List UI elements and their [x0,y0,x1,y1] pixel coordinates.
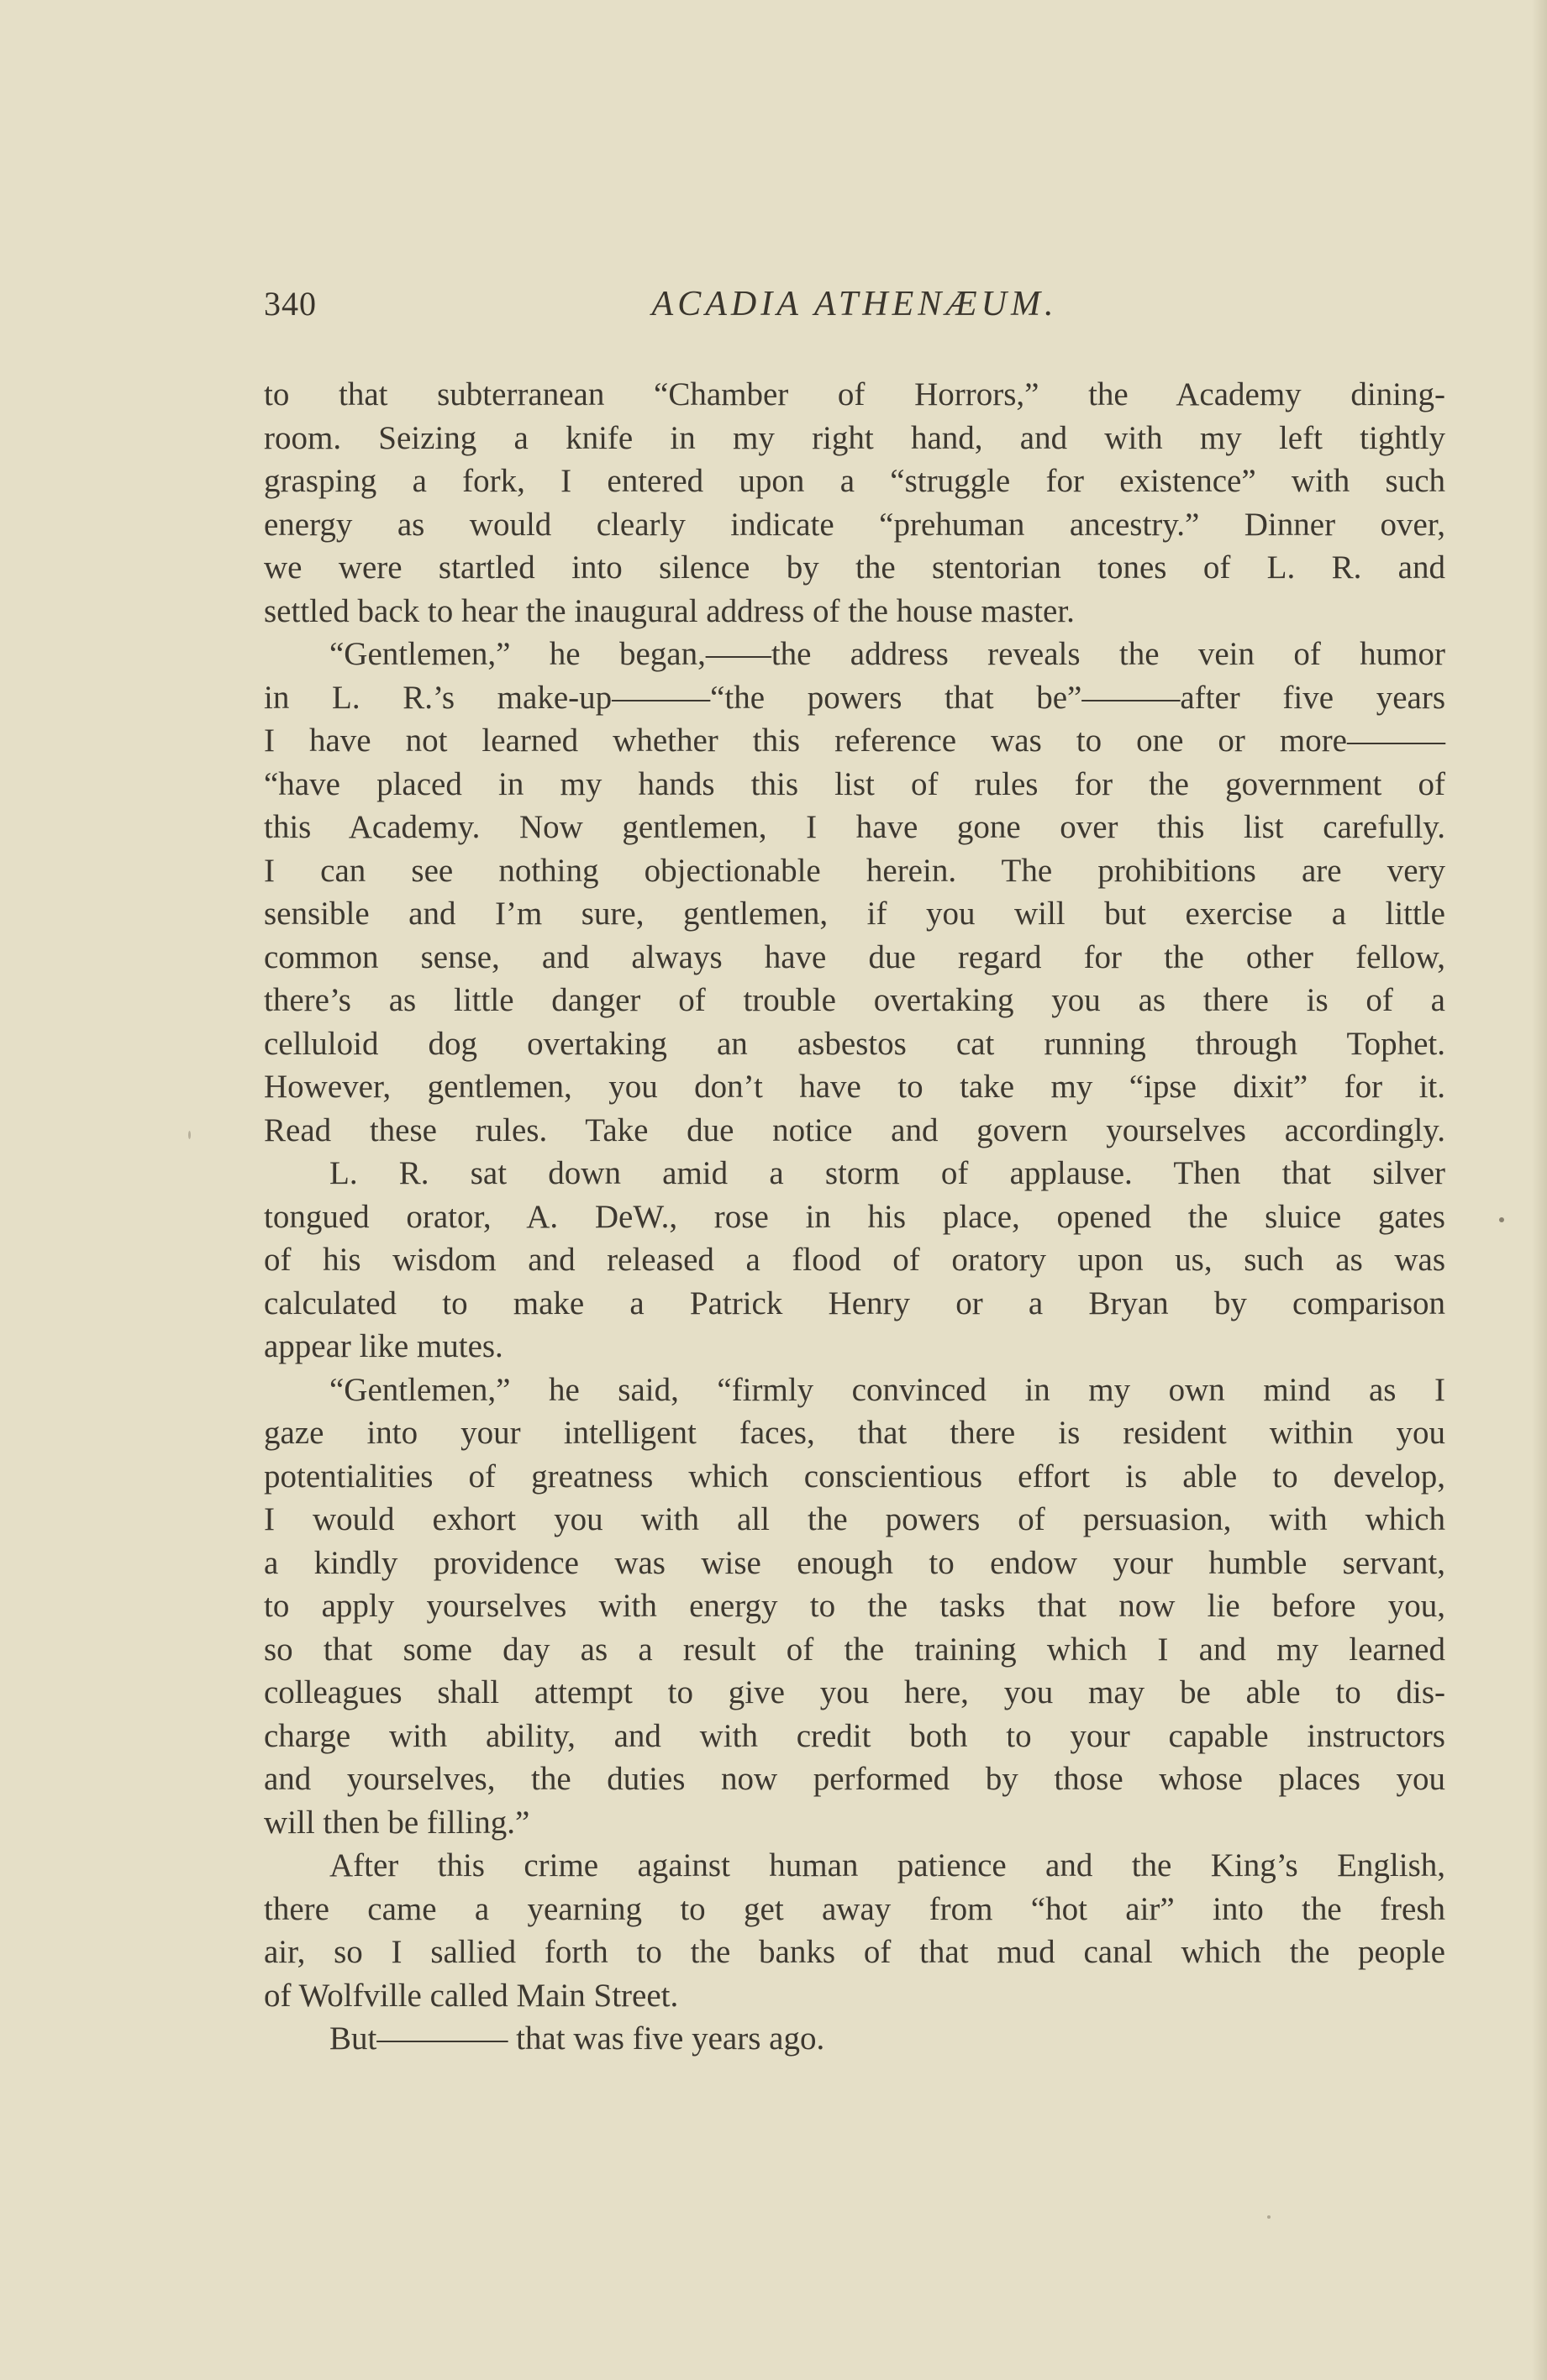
text-line: there came a yearning to get away from “hot air” into the fresh [264,1890,1445,1927]
text-line: air, so I sallied forth to the banks of that mud canal which the people [264,1934,1445,1970]
text-line: common sense, and always have due regard for the other fellow, [264,938,1445,975]
text-line: “have placed in my hands this list of rules for the government of [264,765,1445,802]
text-line: But———— that was five years ago. [329,2020,825,2057]
journal-title: ACADIA ATHENÆUM. [651,285,1058,323]
text-line: to apply yourselves with energy to the tasks that now lie before you, [264,1588,1445,1624]
running-head [264,284,1445,334]
text-line: of his wisdom and released a flood of oratory upon us, such as was [264,1242,1445,1278]
text-line: appear like mutes. [264,1328,503,1364]
text-line: there’s as little danger of trouble overtaking you as there is of a [264,982,1445,1018]
text-line: we were startled into silence by the stentorian tones of L. R. and [264,549,1445,586]
text-line: However, gentlemen, you don’t have to take my “ipse dixit” for it. [264,1069,1445,1105]
text-line: “Gentlemen,” he began,——the address reveals the vein of humor [329,636,1445,672]
text-line: to that subterranean “Chamber of Horrors,” the Academy dining- [264,376,1445,412]
text-line: this Academy. Now gentlemen, I have gone over this list carefully. [264,809,1445,845]
text-line: sensible and I’m sure, gentlemen, if you will but exercise a little [264,896,1445,932]
text-line: will then be filling.” [264,1804,530,1841]
text-line: energy as would clearly indicate “prehuman ancestry.” Dinner over, [264,506,1445,543]
text-line: I have not learned whether this reference was to one or more——— [264,722,1445,759]
body-text [264,373,1445,2061]
text-line: charge with ability, and with credit both to your capable instructors [264,1717,1445,1754]
page-edge-shadow [1532,0,1547,2380]
text-line: tongued orator, A. DeW., rose in his place, opened the sluice gates [264,1198,1445,1235]
text-line: calculated to make a Patrick Henry or a Bryan by comparison [264,1285,1445,1321]
paper-speck [1499,1217,1504,1222]
text-line: and yourselves, the duties now performed by those whose places you [264,1761,1445,1797]
text-line: gaze into your intelligent faces, that there is resident within you [264,1415,1445,1451]
text-line: a kindly providence was wise enough to endow your humble servant, [264,1544,1445,1581]
page-number: 340 [264,285,317,323]
text-line: settled back to hear the inaugural address of the house master. [264,592,1075,629]
text-line: “Gentlemen,” he said, “firmly convinced in my own mind as I [329,1371,1445,1408]
text-line: After this crime against human patience and the King’s English, [329,1847,1445,1884]
text-line: room. Seizing a knife in my right hand, and with my left tightly [264,419,1445,456]
text-line: celluloid dog overtaking an asbestos cat running through Tophet. [264,1025,1445,1062]
text-line: I can see nothing objectionable herein. The prohibitions are very [264,852,1445,889]
text-line: in L. R.’s make-up———“the powers that be”———after five years [264,679,1445,716]
text-line: L. R. sat down amid a storm of applause. Then that silver [329,1155,1445,1191]
text-line: potentialities of greatness which conscientious effort is able to develop, [264,1458,1445,1495]
text-line: Read these rules. Take due notice and govern yourselves accordingly. [264,1111,1445,1148]
text-line: grasping a fork, I entered upon a “struggle for existence” with such [264,463,1445,499]
text-line: colleagues shall attempt to give you here, you may be able to dis- [264,1674,1445,1710]
paper-speck [188,1131,191,1139]
text-line: of Wolfville called Main Street. [264,1977,679,2014]
text-line: I would exhort you with all the powers of persuasion, with which [264,1501,1445,1537]
paper-speck [1267,2215,1271,2219]
text-line: so that some day as a result of the training which I and my learned [264,1631,1445,1668]
